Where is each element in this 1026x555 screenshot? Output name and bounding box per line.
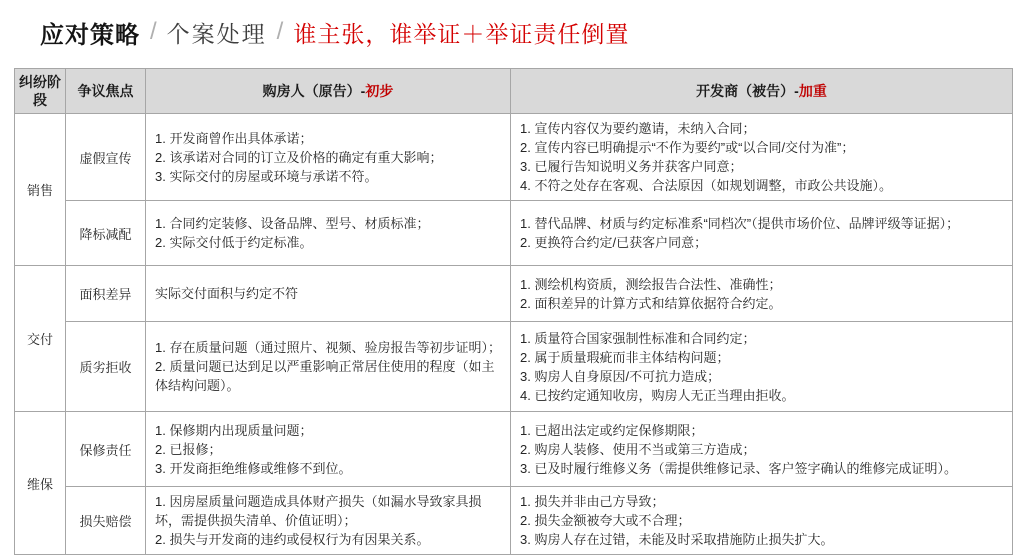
claim-line: 4. 已按约定通知收房，购房人无正当理由拒收。: [520, 387, 795, 403]
header-developer-accent: 加重: [798, 83, 827, 99]
table-header-row: [15, 69, 1013, 114]
row-warranty-liability: [15, 412, 1013, 487]
developer-cell-warranty-liability: [511, 412, 1013, 487]
buyer-cell-downgraded-specs: [146, 201, 511, 266]
row-loss-compensation: [15, 487, 1013, 555]
header-focus: [66, 69, 146, 114]
claim-line: 2. 实际交付低于约定标准。: [155, 235, 313, 250]
header-focus-label: 争议焦点: [77, 83, 134, 99]
claim-line: 1. 因房屋质量问题造成具体财产损失（如漏水导致家具损坏，需提供损失清单、价值证明）；: [155, 494, 482, 528]
claim-line: 2. 损失金额被夸大或不合理；: [520, 513, 691, 528]
claim-line: 3. 实际交付的房屋或环境与承诺不符。: [155, 168, 378, 184]
header-developer: [511, 69, 1013, 114]
claim-line: 3. 购房人自身原因/不可抗力造成；: [520, 368, 721, 384]
claim-line: 2. 面积差异的计算方式和结算依据符合约定。: [520, 295, 782, 311]
title-separator-2: /: [276, 18, 284, 45]
row-quality-rejection: [15, 322, 1013, 412]
claim-line: 3. 已及时履行维修义务（需提供维修记录、客户签字确认的维修完成证明）。: [520, 460, 957, 476]
claim-line: 2. 质量问题已达到足以严重影响正常居住使用的程度（如主体结构问题）。: [155, 359, 495, 393]
developer-cell-downgraded-specs: [511, 201, 1013, 266]
developer-cell-loss-compensation: [511, 487, 1013, 555]
header-developer-label: 开发商（被告）-: [696, 83, 799, 99]
stage-cell-sales: 销售: [15, 114, 66, 266]
stage-cell-delivery: 交付: [15, 266, 66, 412]
buyer-cell-area-discrepancy: [146, 266, 511, 322]
buyer-cell-false-advertising: [146, 114, 511, 201]
claim-line: 1. 替代品牌、材质与约定标准系“同档次”（提供市场价位、品牌评级等证据）；: [520, 216, 960, 231]
buyer-cell-warranty-liability: [146, 412, 511, 487]
developer-cell-area-discrepancy: [511, 266, 1013, 322]
row-downgraded-specs: [15, 201, 1013, 266]
page-title: [40, 12, 1016, 52]
claim-line: 1. 质量符合国家强制性标准和合同约定；: [520, 330, 756, 346]
claim-line: 2. 损失与开发商的违约或侵权行为有因果关系。: [155, 532, 430, 547]
claim-line: 4. 不符之处存在客观、合法原因（如规划调整，市政公共设施）。: [520, 178, 892, 193]
buyer-cell-loss-compensation: [146, 487, 511, 555]
row-area-discrepancy: [15, 266, 1013, 322]
claim-line: 1. 保修期内出现质量问题；: [155, 422, 313, 438]
header-buyer-label: 购房人（原告）-: [262, 83, 366, 99]
claim-line: 1. 开发商曾作出具体承诺；: [155, 130, 313, 146]
claim-line: 3. 已履行告知说明义务并获客户同意；: [520, 159, 743, 174]
header-stage-label: 纠纷阶段: [19, 74, 61, 108]
claim-line: 1. 已超出法定或约定保修期限；: [520, 422, 704, 438]
developer-cell-quality-rejection: [511, 322, 1013, 412]
focus-cell-downgraded-specs: 降标减配: [66, 201, 146, 266]
header-buyer-accent: 初步: [365, 83, 394, 99]
claim-line: 实际交付面积与约定不符: [155, 286, 299, 301]
row-false-advertising: [15, 114, 1013, 201]
stage-cell-maintenance: 维保: [15, 412, 66, 555]
developer-cell-false-advertising: [511, 114, 1013, 201]
buyer-cell-quality-rejection: [146, 322, 511, 412]
focus-cell-loss-compensation: 损失赔偿: [66, 487, 146, 555]
claim-line: 2. 购房人装修、使用不当或第三方造成；: [520, 441, 756, 457]
claim-line: 2. 该承诺对合同的订立及价格的确定有重大影响；: [155, 149, 443, 165]
claim-line: 2. 宣传内容已明确提示“不作为要约”或“以合同/交付为准”；: [520, 140, 855, 155]
claim-line: 1. 存在质量问题（通过照片、视频、验房报告等初步证明）；: [155, 340, 501, 355]
header-buyer: [146, 69, 511, 114]
focus-cell-warranty-liability: 保修责任: [66, 412, 146, 487]
claim-line: 3. 购房人存在过错，未能及时采取措施防止损失扩大。: [520, 532, 834, 547]
claim-line: 2. 属于质量瑕疵而非主体结构问题；: [520, 349, 730, 365]
title-strategy: 应对策略: [40, 21, 140, 49]
claim-line: 1. 合同约定装修、设备品牌、型号、材质标准；: [155, 216, 430, 231]
dispute-strategy-table: [14, 68, 1013, 555]
claim-line: 2. 更换符合约定/已获客户同意；: [520, 235, 708, 250]
title-case-handling: 个案处理: [166, 20, 267, 47]
focus-cell-area-discrepancy: 面积差异: [66, 266, 146, 322]
focus-cell-quality-rejection: 质劣拒收: [66, 322, 146, 412]
header-stage: [15, 69, 66, 114]
claim-line: 1. 宣传内容仅为要约邀请，未纳入合同；: [520, 121, 756, 136]
claim-line: 1. 测绘机构资质，测绘报告合法性、准确性；: [520, 276, 782, 292]
claim-line: 2. 已报修；: [155, 441, 222, 457]
title-separator-1: /: [150, 18, 157, 45]
title-burden-of-proof: 谁主张，谁举证＋举证责任倒置: [293, 20, 630, 47]
focus-cell-false-advertising: 虚假宣传: [66, 114, 146, 201]
claim-line: 3. 开发商拒绝维修或维修不到位。: [155, 460, 352, 476]
claim-line: 1. 损失并非由己方导致；: [520, 494, 665, 509]
